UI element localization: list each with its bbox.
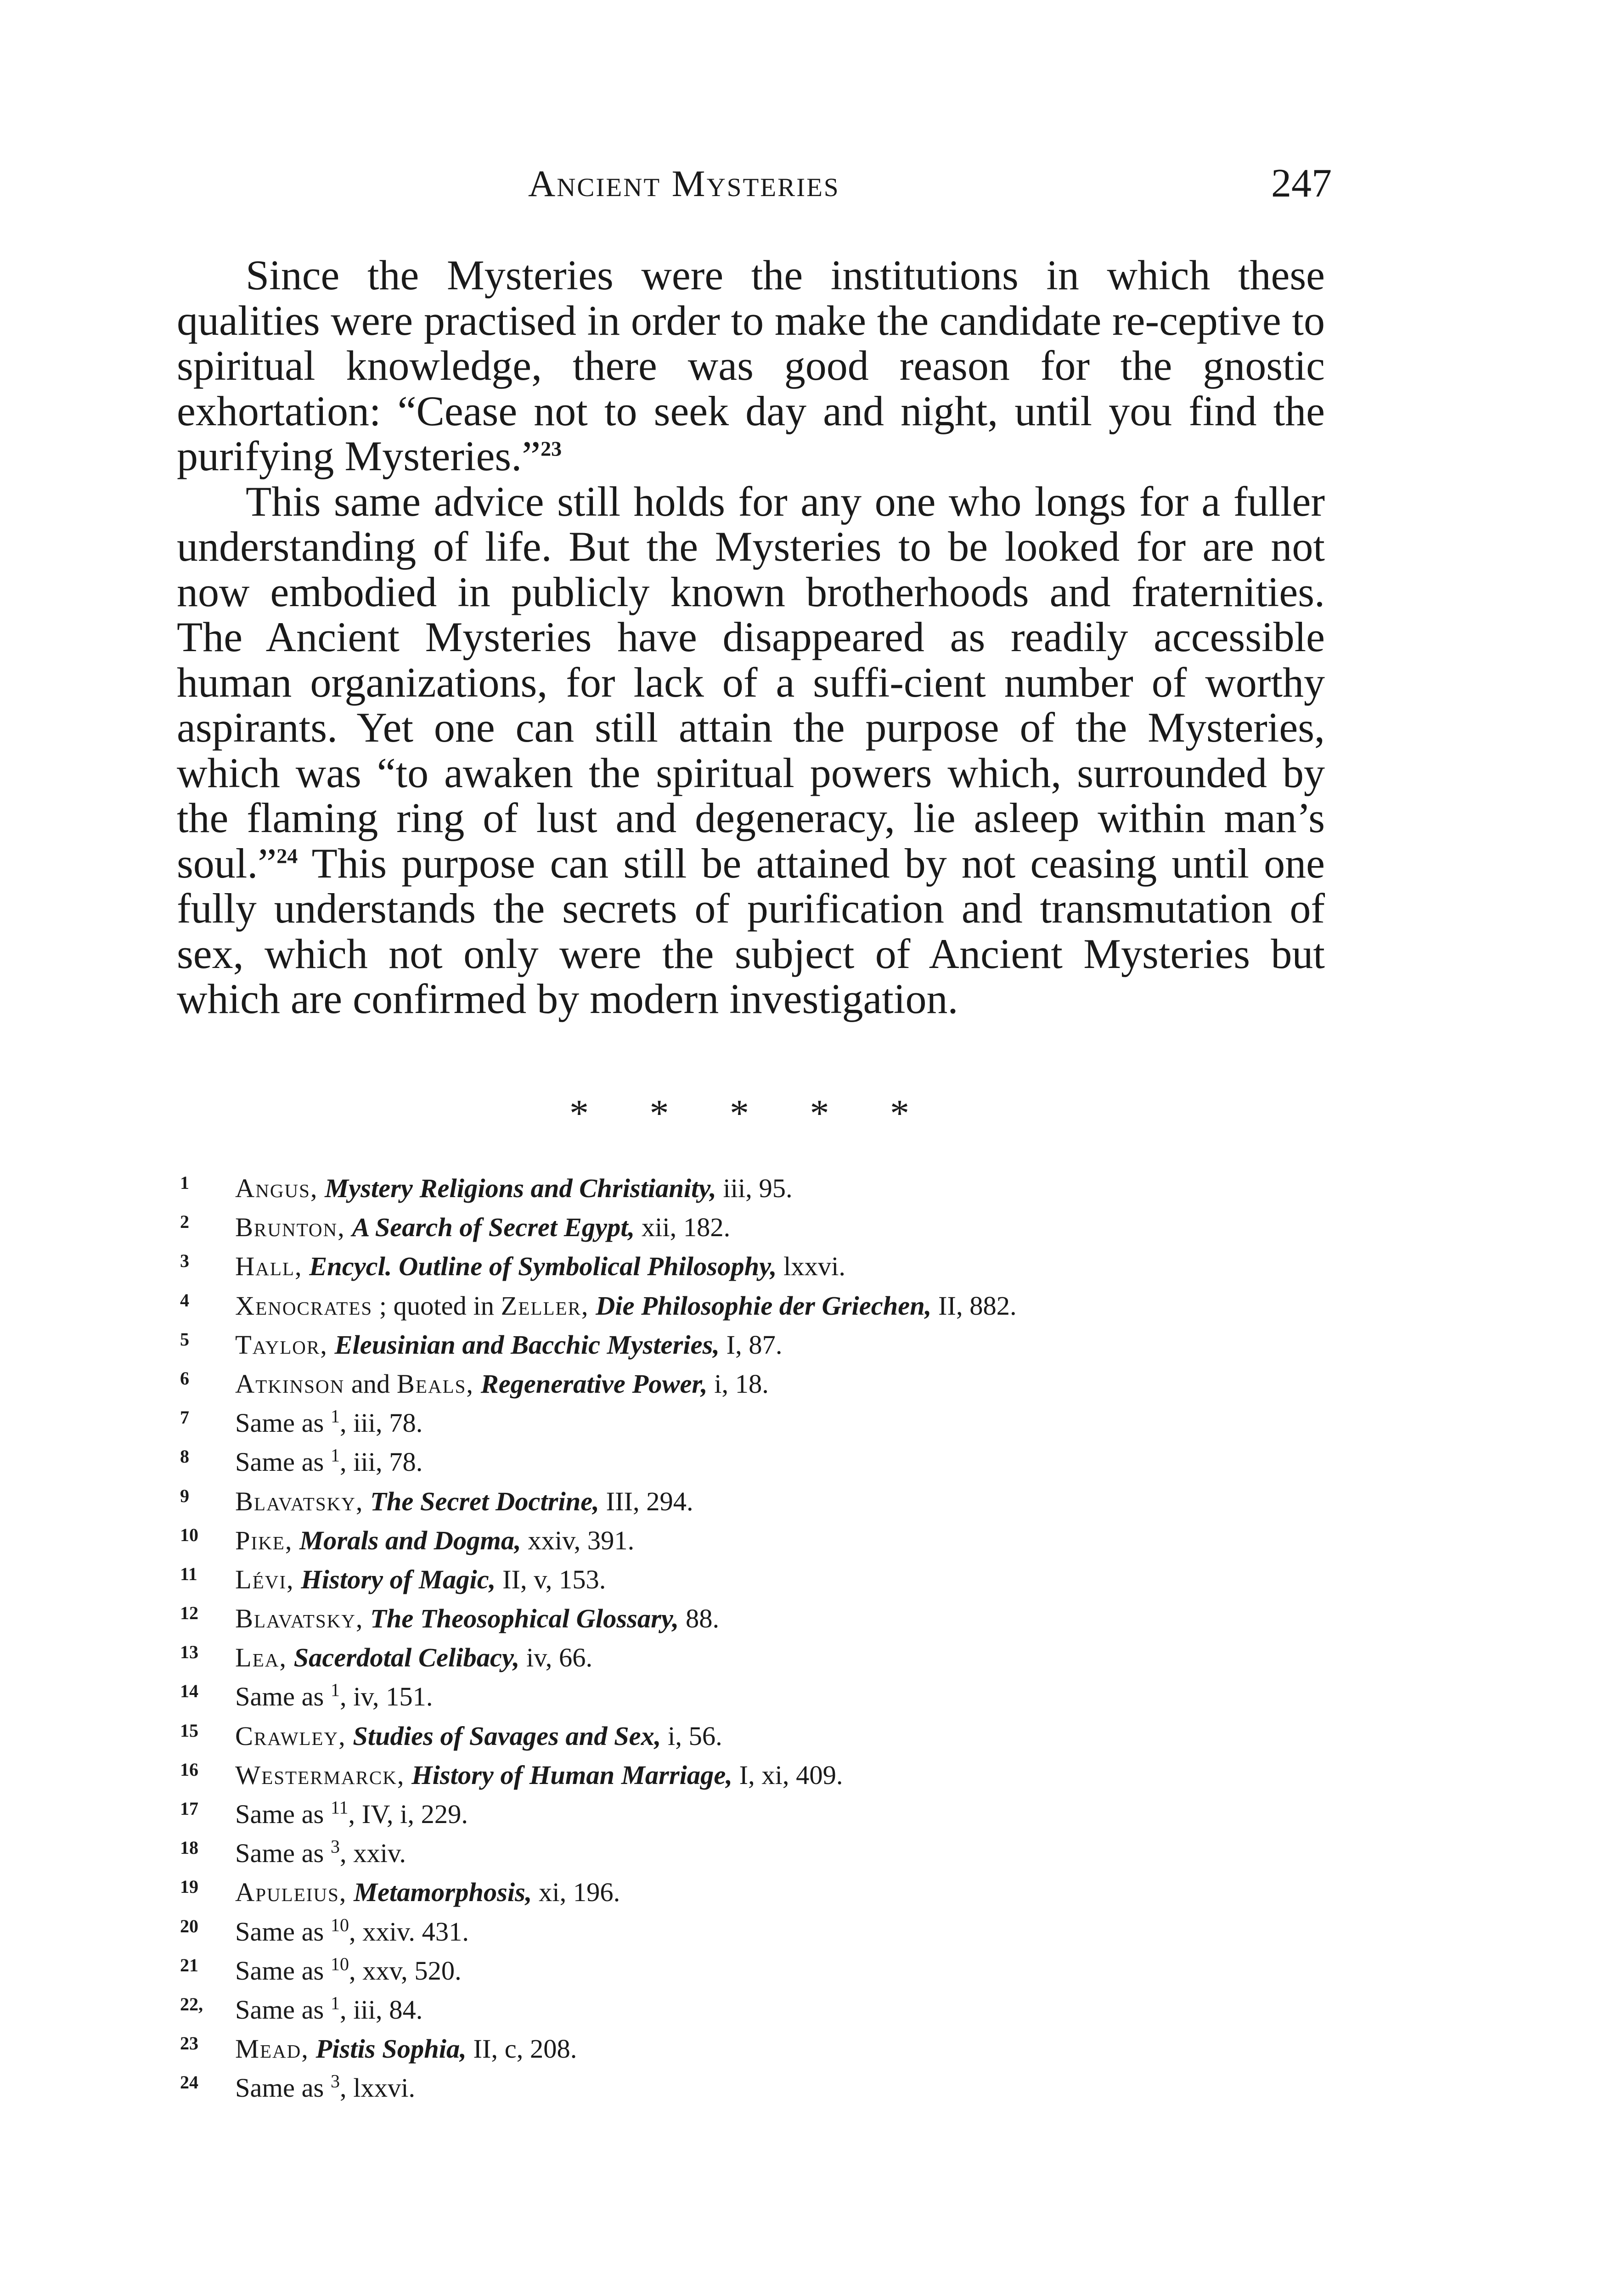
footnote xyxy=(180,1990,1374,2029)
footnote-title: Die Philosophie der Griechen, xyxy=(596,1290,932,1321)
section-separator xyxy=(569,1092,909,1135)
footnote-cross-reference: 10 xyxy=(330,1953,349,1975)
footnote-number: 17 xyxy=(180,1798,198,1819)
footnote-title: Morals and Dogma, xyxy=(299,1525,521,1555)
footnote-location: I, xi, 409. xyxy=(732,1760,843,1790)
footnote-number: 10 xyxy=(180,1524,198,1545)
footnote-number: 22, xyxy=(180,1993,203,2015)
footnote-cross-reference: 1 xyxy=(330,1445,340,1466)
footnote xyxy=(180,1677,1374,1716)
footnote-text xyxy=(235,1677,433,1716)
footnote-number: 14 xyxy=(180,1681,198,1702)
footnote-text xyxy=(235,1247,845,1286)
footnote-text xyxy=(235,1325,783,1364)
footnote-location: iii, 95. xyxy=(716,1173,793,1203)
footnote-number: 15 xyxy=(180,1720,198,1741)
footnote-author: Mead, xyxy=(235,2034,309,2064)
footnote-same-as: Same as xyxy=(235,1682,331,1712)
footnote-same-as: Same as xyxy=(235,2073,331,2103)
footnote-author: Brunton, xyxy=(235,1212,345,1243)
running-head xyxy=(243,158,1332,209)
footnote-text xyxy=(235,1873,620,1912)
footnote-author: Westermarck, xyxy=(235,1760,405,1790)
footnote-title: Regenerative Power, xyxy=(480,1368,708,1399)
footnote xyxy=(180,1364,1374,1403)
footnote xyxy=(180,2068,1374,2107)
footnote-text xyxy=(235,2029,577,2068)
footnote xyxy=(180,1638,1374,1677)
footnote-reference: 24 xyxy=(276,844,298,867)
footnote-title: Sacerdotal Celibacy, xyxy=(293,1643,520,1673)
footnote-location: , iii, 78. xyxy=(339,1408,423,1438)
footnote-title: History of Human Marriage, xyxy=(411,1760,732,1790)
footnote-number: 21 xyxy=(180,1954,198,1975)
footnote-same-as: Same as xyxy=(235,1838,331,1868)
footnote xyxy=(180,1247,1374,1286)
asterisk: * xyxy=(730,1092,749,1135)
footnote-number: 2 xyxy=(180,1211,189,1232)
footnote-author: Xenocrates xyxy=(235,1290,373,1321)
footnote-cross-reference: 1 xyxy=(330,1992,340,2014)
asterisk: * xyxy=(810,1092,829,1135)
footnote-text xyxy=(235,1990,422,2029)
asterisk: * xyxy=(569,1092,589,1135)
page-number: 247 xyxy=(1271,161,1332,206)
footnote-text xyxy=(235,1951,462,1990)
paragraph-2-text-continued: This purpose can still be attained by not ceasing until one fully understands the secrets of purification and transmutation of sex, which not only were the subject of Ancient Mysteries but which are confirmed by modern investigation. xyxy=(177,839,1325,1022)
footnote-number: 12 xyxy=(180,1603,198,1624)
footnote-title: The Secret Doctrine, xyxy=(370,1486,599,1516)
footnote xyxy=(180,1873,1374,1912)
footnote-text xyxy=(235,1638,592,1677)
footnote xyxy=(180,1286,1374,1325)
footnote-cross-reference: 1 xyxy=(330,1406,340,1427)
footnote-text xyxy=(235,1364,769,1403)
footnote-author: Crawley, xyxy=(235,1721,346,1751)
footnote xyxy=(180,1912,1374,1951)
footnote-number: 11 xyxy=(180,1563,197,1584)
footnote-text xyxy=(235,1599,719,1638)
footnote xyxy=(180,1442,1374,1481)
footnote-location: , iii, 78. xyxy=(339,1447,423,1477)
footnote-number: 5 xyxy=(180,1328,189,1350)
footnotes-list xyxy=(180,1169,1374,2108)
footnote-title: Pistis Sophia, xyxy=(315,2034,467,2064)
footnote-location: , xxv, 520. xyxy=(349,1955,462,1986)
footnote-author: Pike, xyxy=(235,1525,293,1555)
footnote xyxy=(180,1716,1374,1756)
footnote-author: Apuleius, xyxy=(235,1877,347,1908)
paragraph-1-text: Since the Mysteries were the institutions in which these qualities were practised in order to make the candidate re-ceptive to spiritual knowledge, there was good reason for the gnostic exhortation: “Cease not to seek day and night, until you find the purifying Mysteries.” xyxy=(177,252,1325,479)
footnote-author: Lévi, xyxy=(235,1564,294,1594)
footnote-number: 19 xyxy=(180,1876,198,1897)
footnote-text xyxy=(235,1169,793,1208)
footnote-title: The Theosophical Glossary, xyxy=(370,1604,679,1634)
footnote-location: i, 18. xyxy=(707,1368,769,1399)
footnote-cross-reference: 11 xyxy=(330,1797,349,1818)
footnote-text xyxy=(235,1442,422,1481)
footnote-text xyxy=(235,1716,722,1756)
footnote-number: 23 xyxy=(180,2033,198,2054)
footnote-same-as: Same as xyxy=(235,1994,331,2025)
footnote-title: History of Magic, xyxy=(301,1564,496,1594)
footnote-same-as: Same as xyxy=(235,1447,331,1477)
footnote-author: Atkinson xyxy=(235,1368,345,1399)
footnote-author: Hall, xyxy=(235,1251,303,1282)
footnote-connector: ; quoted in xyxy=(372,1290,501,1321)
footnote-text xyxy=(235,1834,406,1873)
footnote-location: II, v, 153. xyxy=(496,1564,606,1594)
footnote-title: Metamorphosis, xyxy=(354,1877,532,1908)
footnote-number: 13 xyxy=(180,1642,198,1663)
footnote-same-as: Same as xyxy=(235,1955,331,1986)
footnote-location: lxxvi. xyxy=(777,1251,846,1282)
footnote-author: Lea, xyxy=(235,1643,287,1673)
footnote-author: Blavatsky, xyxy=(235,1486,364,1516)
footnote-text xyxy=(235,1560,606,1599)
footnote-second-author: Beals, xyxy=(396,1368,474,1399)
footnote-text xyxy=(235,1756,843,1795)
footnote-location: I, 87. xyxy=(720,1329,783,1360)
asterisk: * xyxy=(890,1092,909,1135)
footnote-cross-reference: 10 xyxy=(330,1914,349,1936)
footnote-reference: 23 xyxy=(541,437,562,461)
footnote-author: Taylor, xyxy=(235,1329,328,1360)
footnote-text xyxy=(235,1795,468,1834)
footnote-location: II, 882. xyxy=(931,1290,1017,1321)
paragraph-1 xyxy=(177,253,1325,479)
footnote-location: xi, 196. xyxy=(532,1877,620,1908)
footnote-number: 8 xyxy=(180,1446,189,1467)
footnote-location: , xxiv. 431. xyxy=(349,1916,469,1947)
footnote xyxy=(180,1325,1374,1364)
footnote-number: 4 xyxy=(180,1289,189,1311)
footnote-location: II, c, 208. xyxy=(466,2034,577,2064)
footnote-text xyxy=(235,1208,730,1247)
footnote-title: Encycl. Outline of Symbolical Philosophy, xyxy=(309,1251,777,1282)
footnote xyxy=(180,1599,1374,1638)
footnote-text xyxy=(235,1521,634,1560)
footnote xyxy=(180,1403,1374,1442)
footnote xyxy=(180,1795,1374,1834)
footnote-same-as: Same as xyxy=(235,1799,331,1829)
footnote-author: Angus, xyxy=(235,1173,318,1203)
footnote xyxy=(180,2029,1374,2068)
footnote-number: 9 xyxy=(180,1485,189,1506)
footnote-author: Blavatsky, xyxy=(235,1604,364,1634)
footnote-location: , iii, 84. xyxy=(339,1994,423,2025)
footnote-location: , lxxvi. xyxy=(339,2073,416,2103)
footnote xyxy=(180,1756,1374,1795)
footnote xyxy=(180,1951,1374,1990)
footnote-text xyxy=(235,2068,415,2107)
footnote xyxy=(180,1834,1374,1873)
footnote xyxy=(180,1560,1374,1599)
footnote xyxy=(180,1208,1374,1247)
body-text xyxy=(177,253,1325,1022)
footnote-text xyxy=(235,1403,422,1442)
footnote-cross-reference: 1 xyxy=(330,1679,340,1700)
footnote-connector: and xyxy=(344,1368,397,1399)
footnote-number: 6 xyxy=(180,1367,189,1389)
footnote-title: Studies of Savages and Sex, xyxy=(353,1721,661,1751)
footnote-location: , xxiv. xyxy=(339,1838,406,1868)
footnote-number: 7 xyxy=(180,1407,189,1428)
footnote-location: iv, 66. xyxy=(519,1643,593,1673)
footnote-location: III, 294. xyxy=(599,1486,693,1516)
footnote-location: i, 56. xyxy=(661,1721,722,1751)
asterisk: * xyxy=(649,1092,669,1135)
footnote-same-as: Same as xyxy=(235,1408,331,1438)
paragraph-2-text: This same advice still holds for any one who longs for a fuller understanding of life. But the Mysteries to be looked for are not now embodied in publicly known brotherhoods and fraternities. The Ancient Mysteries have disappeared as readily accessible human organizations, for lack of a suffi-cient number of worthy aspirants. Yet one can still attain the purpose of the Mysteries, which was “to awaken the spiritual powers which, surrounded by the flaming ring of lust and degeneracy, lie asleep within man’s soul.” xyxy=(177,478,1325,887)
paragraph-2 xyxy=(177,479,1325,1022)
footnote-cross-reference: 3 xyxy=(330,2071,340,2092)
footnote-number: 18 xyxy=(180,1837,198,1858)
footnote-location: xii, 182. xyxy=(635,1212,731,1243)
footnote-same-as: Same as xyxy=(235,1916,331,1947)
footnote-title: Mystery Religions and Christianity, xyxy=(325,1173,716,1203)
footnote-title: A Search of Secret Egypt, xyxy=(352,1212,635,1243)
footnote-text xyxy=(235,1482,693,1521)
footnote-location: xxiv, 391. xyxy=(521,1525,635,1555)
running-title: Ancient Mysteries xyxy=(528,163,840,204)
footnote-number: 24 xyxy=(180,2072,198,2093)
footnote xyxy=(180,1169,1374,1208)
footnote xyxy=(180,1521,1374,1560)
footnote-title: Eleusinian and Bacchic Mysteries, xyxy=(334,1329,720,1360)
footnote-text xyxy=(235,1286,1017,1325)
footnote-number: 3 xyxy=(180,1250,189,1272)
footnote-cross-reference: 3 xyxy=(330,1836,340,1857)
footnote xyxy=(180,1482,1374,1521)
footnote-second-author: Zeller, xyxy=(501,1290,589,1321)
footnote-text xyxy=(235,1912,469,1951)
footnote-number: 20 xyxy=(180,1915,198,1936)
footnote-number: 1 xyxy=(180,1172,189,1193)
footnote-location: , IV, i, 229. xyxy=(348,1799,468,1829)
footnote-location: 88. xyxy=(679,1604,720,1634)
footnote-location: , iv, 151. xyxy=(339,1682,433,1712)
footnote-number: 16 xyxy=(180,1759,198,1780)
